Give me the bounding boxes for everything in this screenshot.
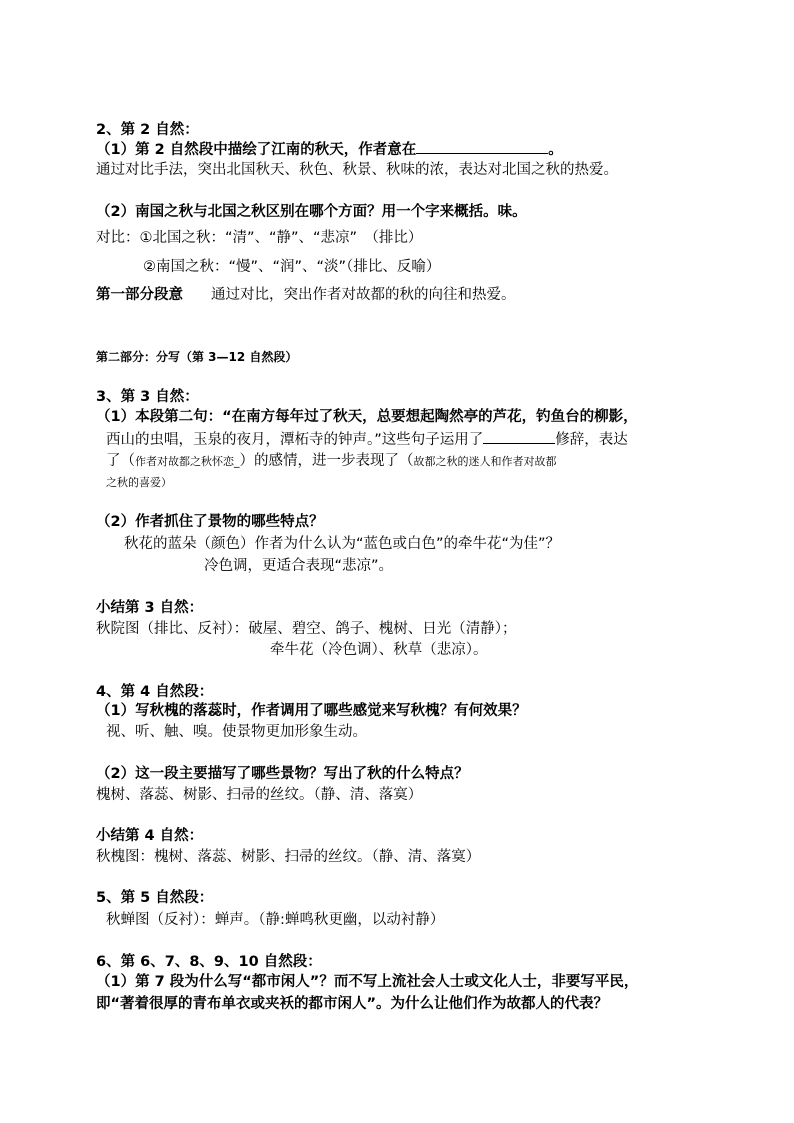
section-5-heading: 5、第 5 自然段：	[96, 890, 214, 906]
section-2-heading: 2、第 2 自然：	[96, 122, 199, 138]
answer-blank	[483, 429, 555, 444]
section-2-contrast-south: ②南国之秋：“慢”、“润”、“淡”（排比、反喻）	[143, 259, 441, 275]
section-4-heading: 4、第 4 自然段：	[96, 684, 214, 700]
section-4-answer-1: 视、听、触、嗅。使景物更加形象生动。	[106, 724, 367, 740]
section-3-question-2: （2）作者抓住了景物的哪些特点？	[96, 514, 324, 530]
section-3-heading: 3、第 3 自然：	[96, 389, 199, 405]
section-3-question-2-line-1: 秋花的蓝朵（颜色）作者为什么认为“蓝色或白色”的牵牛花“为佳”？	[124, 536, 561, 552]
section-3-summary-line-1: 秋院图（排比、反衬）：破屋、碧空、鸽子、槐树、日光（清静）；	[96, 621, 517, 637]
section-3-question-1-text-3a: 了（	[106, 453, 135, 469]
part-2-heading: 第二部分：分写（第 3—12 自然段）	[96, 350, 298, 364]
section-3-summary-line-2: 牵牛花（冷色调）、秋草（悲凉）。	[270, 642, 488, 658]
section-4-answer-2: 槐树、落蕊、树影、扫帚的丝纹。（静、清、落寞）	[96, 787, 423, 803]
section-6-heading: 6、第 6、7、8、9、10 自然段：	[96, 954, 322, 970]
section-3-fill-1: 作者对故都之秋怀恋_	[135, 455, 240, 468]
section-3-question-1-text: （1）本段第二句：“在南方每年过了秋天，总要想起陶然亭的芦花，钓鱼台的柳影，	[96, 409, 638, 425]
answer-blank	[416, 139, 548, 154]
section-3-question-1-text-2a: 西山的虫唱，玉泉的夜月，潭柘寺的钟声。”这些句子运用了	[106, 432, 484, 448]
section-2-answer-1: 通过对比手法，突出北国秋天、秋色、秋景、秋味的浓，表达对北国之秋的热爱。	[96, 162, 618, 178]
section-2-question-1	[96, 139, 563, 160]
section-4-summary-line: 秋槐图：槐树、落蕊、树影、扫帚的丝纹。（静、清、落寞）	[96, 849, 481, 865]
part-1-summary	[96, 285, 516, 305]
section-3-summary-heading: 小结第 3 自然：	[96, 600, 204, 616]
part-1-label: 第一部分段意	[96, 287, 183, 303]
section-2-question-1-text: （1）第 2 自然段中描绘了江南的秋天，作者意在	[96, 142, 417, 158]
section-2-question-2: （2）南国之秋与北国之秋区别在哪个方面？用一个字来概括。味。	[96, 204, 527, 220]
section-3-fill-2: 故都之秋的迷人和作者对故都	[413, 455, 557, 468]
section-3-question-1-line-2	[106, 429, 628, 450]
section-3-question-1-line-4: 之秋的喜爱）	[106, 476, 172, 489]
section-3-question-1-text-3b: ）的感情，进一步表现了（	[239, 453, 414, 469]
section-3-question-1-line-1	[96, 407, 638, 427]
section-3-question-2-line-2: 冷色调，更适合表现“悲凉”。	[204, 558, 394, 574]
part-1-text: 通过对比，突出作者对故都的秋的向往和热爱。	[211, 287, 516, 303]
section-3-question-1-line-3	[106, 451, 557, 472]
section-2-contrast-north: 对比：①北国之秋：“清”、“静”、“悲凉” （排比）	[96, 230, 423, 246]
section-4-question-1: （1）写秋槐的落蕊时，作者调用了哪些感觉来写秋槐？有何效果？	[96, 703, 527, 719]
section-4-summary-heading: 小结第 4 自然：	[96, 828, 204, 844]
section-3-question-1-text-2b: 修辞，表达	[555, 432, 628, 448]
section-6-question-1-line-1: （1）第 7 段为什么写“都市闲人”？而不写上流社会人士或文化人士，非要写平民，	[96, 974, 639, 990]
section-6-question-1-line-2: 即“著着很厚的青布单衣或夹袄的都市闲人”。为什么让他们作为故都人的代表？	[96, 996, 609, 1012]
section-5-line: 秋蝉图（反衬）：蝉声。（静:蝉鸣秋更幽，以动衬静）	[106, 912, 445, 928]
section-4-question-2: （2）这一段主要描写了哪些景物？写出了秋的什么特点？	[96, 766, 469, 782]
section-2-question-1-end: 。	[548, 142, 563, 158]
